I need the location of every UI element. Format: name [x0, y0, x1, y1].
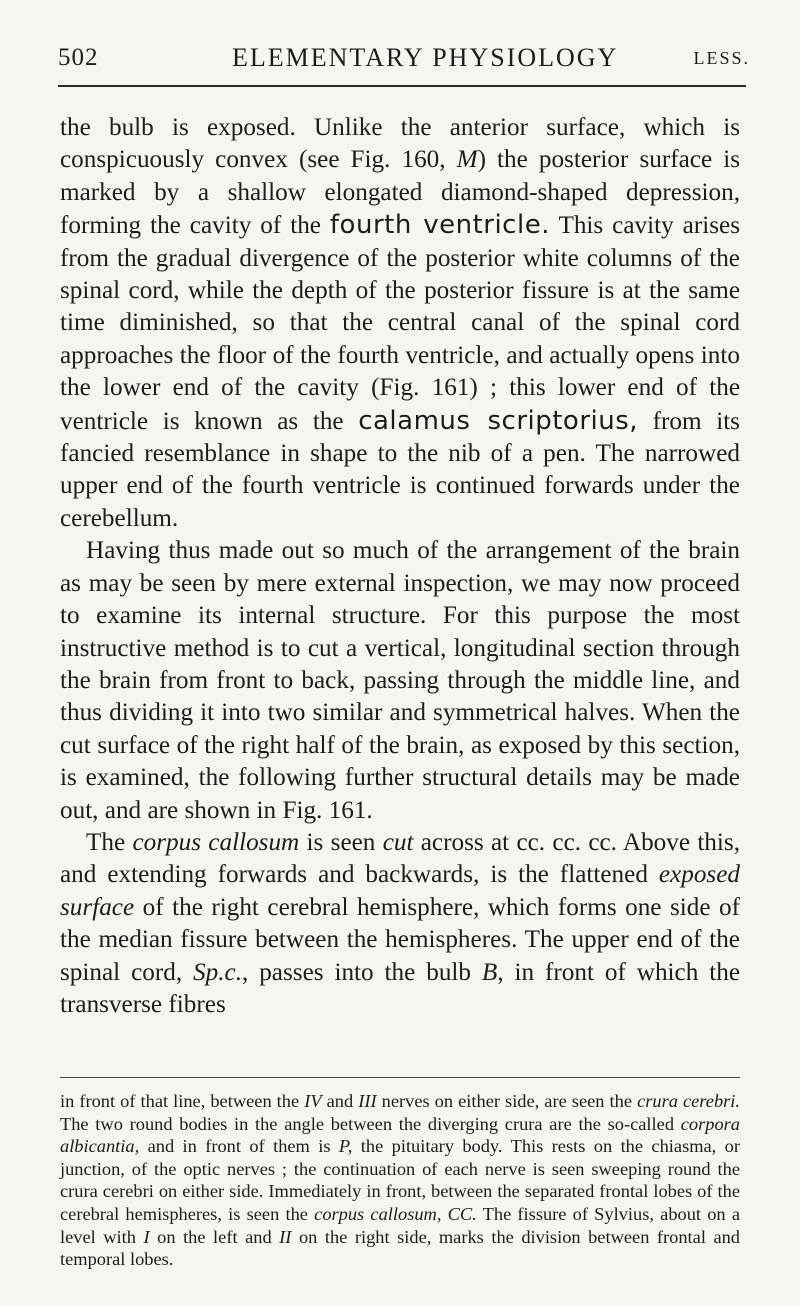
text-run: of the right cerebral hemisphere, which forms one side of the median fissure between the hemispheres. The upper end of the spinal cord,: [60, 893, 740, 986]
text-run: on the right side, marks the division between frontal and temporal lobes.: [60, 1226, 741, 1270]
text-run: , passes into the bulb: [242, 958, 482, 986]
text-run: and in front of them is: [139, 1136, 339, 1157]
italic-text: cut: [382, 828, 414, 856]
text-run: across at cc. cc. cc. Above this, and extending forwards and backwards, is the flattened: [60, 828, 741, 889]
italic-text: crura cerebri.: [637, 1091, 740, 1111]
page-header: [58, 40, 750, 82]
key-term: calamus scriptorius,: [358, 405, 639, 436]
text-run: is seen: [299, 828, 383, 856]
italic-text: III: [358, 1091, 377, 1111]
text-run: in front of that line, between the: [60, 1091, 305, 1111]
italic-text: corpus callosum, CC.: [314, 1203, 477, 1224]
italic-text: Sp.c.: [193, 958, 242, 986]
text-run: The: [86, 828, 133, 856]
italic-text: I: [143, 1226, 150, 1247]
footnote: [60, 1090, 740, 1271]
text-run: from its fancied resemblance in shape to the nib of a pen. The narrowed upper end of the fourth ventricle is continued forwards under the cerebellum.: [60, 407, 740, 532]
italic-text: exposed surface: [60, 861, 740, 921]
paragraph: [60, 535, 740, 827]
text-run: and: [321, 1091, 359, 1111]
italic-text: corpora albicantia,: [60, 1113, 740, 1157]
text-run: ) the posterior surface is marked by a shallow elongated diamond-shaped depression, forming the cavity of the: [60, 146, 741, 240]
italic-text: B: [481, 958, 498, 986]
text-run: nerves on either side, are seen the: [376, 1091, 638, 1111]
key-term: fourth ventricle.: [329, 210, 550, 241]
italic-text: P,: [338, 1136, 353, 1157]
paragraph: [60, 827, 740, 1021]
italic-text: IV: [304, 1091, 322, 1111]
page-number: 502: [58, 44, 99, 71]
header-rule: [58, 85, 746, 87]
text-run: Having thus made out so much of the arrangement of the brain as may be seen by mere external inspection, we may now proceed to examine its internal structure. For this purpose the most instructive method is to cut a vertical, longitudinal section through the brain from front to back, passing through the middle line, and thus dividing it into two similar and symmetrical halves. When the cut surface of the right half of the brain, as exposed by this section, is examined, the following further structural details may be made out, and are shown in Fig. 161.: [60, 537, 740, 824]
body-text: [60, 112, 740, 1021]
paragraph: [60, 112, 740, 535]
footnote-rule: [60, 1077, 740, 1078]
italic-text: corpus callosum: [132, 828, 300, 856]
italic-text: M: [456, 146, 478, 174]
text-run: , in front of which the transverse fibres: [60, 958, 740, 1018]
section-label: LESS.: [693, 48, 750, 68]
running-title: ELEMENTARY PHYSIOLOGY: [232, 43, 619, 72]
text-run: The two round bodies in the angle between the diverging crura are the so-called: [60, 1113, 681, 1134]
text-run: the bulb is exposed. Unlike the anterior surface, which is conspicuously convex (see Fig. 160,: [60, 114, 740, 174]
text-run: The fissure of Sylvius, about on a level with: [60, 1203, 740, 1247]
text-run: the pituitary body. This rests on the chiasma, or junction, of the optic nerves ; the continuation of each nerve is seen sweeping round the crura cerebri on either side. Immediately in front, between the separated frontal lobes of the cerebral hemispheres, is seen the: [60, 1136, 740, 1224]
italic-text: II: [279, 1226, 292, 1247]
text-run: on the left and: [149, 1226, 280, 1247]
text-run: This cavity arises from the gradual divergence of the posterior white columns of the spinal cord, while the depth of the posterior fissure is at the same time diminished, so that the central canal of the spinal cord approaches the floor of the fourth ventricle, and actually opens into the lower end of the cavity (Fig. 161) ; this lower end of the ventricle is known as the: [60, 212, 740, 435]
